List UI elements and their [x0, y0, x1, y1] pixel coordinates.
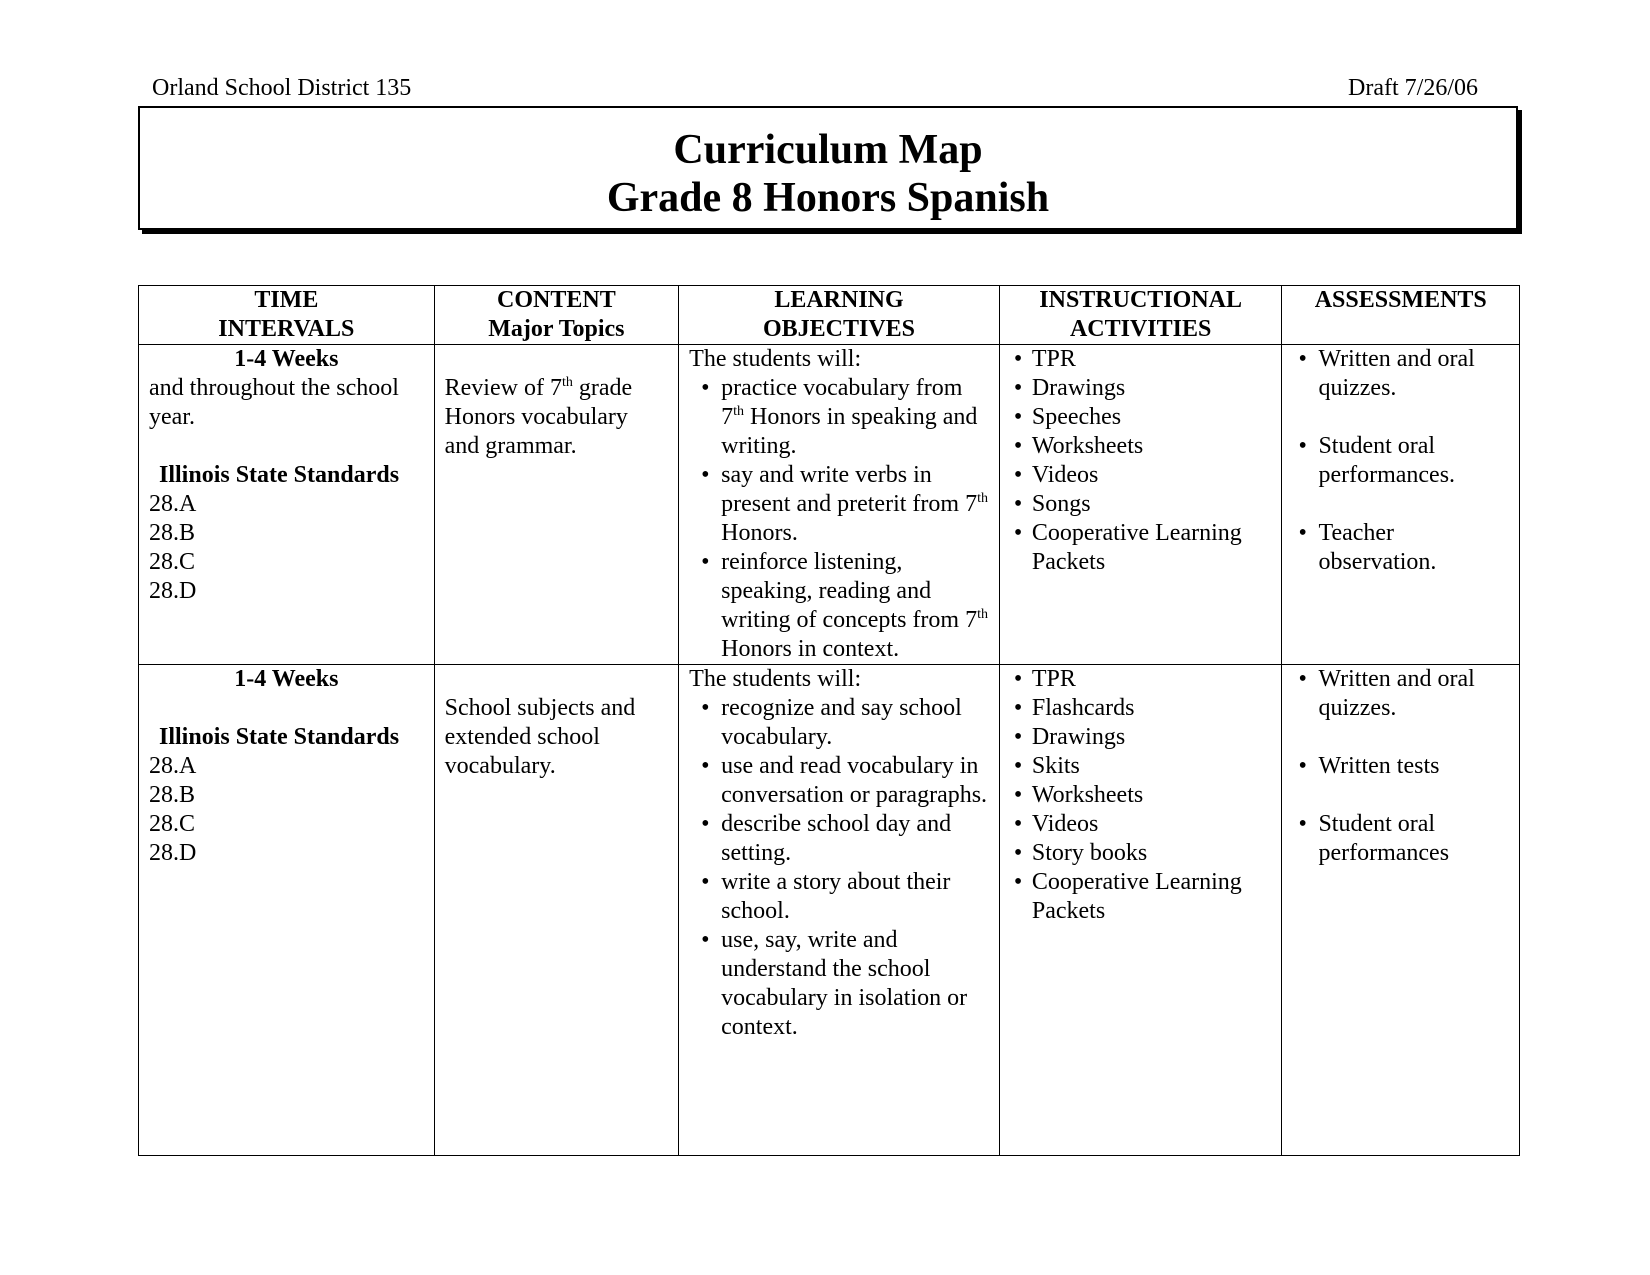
list-item: • Worksheets	[1010, 781, 1272, 810]
weeks-label: 1-4 Weeks	[234, 666, 339, 692]
standard-item: 28.D	[149, 840, 197, 866]
standard-item: 28.D	[149, 578, 197, 604]
list-item: • Cooperative Learning Packets	[1010, 519, 1272, 577]
standard-item: 28.C	[149, 549, 196, 575]
list-item: • use, say, write and understand the school vocabulary in isolation or context.	[689, 926, 989, 1042]
list-item: • Drawings	[1010, 374, 1272, 403]
content-text: Review of 7th grade Honors vocabulary and grammar.	[444, 375, 633, 459]
content-cell	[434, 665, 679, 1156]
header-content-line1: CONTENT	[497, 287, 616, 313]
header-learning-objectives	[679, 286, 1000, 345]
time-note: and throughout the school year.	[149, 375, 399, 430]
objectives-cell	[679, 345, 1000, 665]
list-item: • reinforce listening, speaking, reading and writing of concepts from 7th Honors in context.	[689, 548, 989, 664]
content-text: School subjects and extended school vocabulary.	[444, 695, 636, 779]
standard-item: 28.A	[149, 491, 197, 517]
list-item: • Written and oral quizzes.	[1292, 345, 1509, 403]
header-time-line2: INTERVALS	[218, 316, 355, 342]
title-box	[138, 106, 1518, 230]
list-item: • Drawings	[1010, 723, 1272, 752]
objectives-intro: The students will:	[689, 346, 862, 372]
activities-list	[1010, 665, 1272, 926]
list-item: • TPR	[1010, 665, 1272, 694]
time-interval-cell	[139, 345, 435, 665]
page-title: Curriculum Map	[673, 127, 983, 173]
list-item: • Videos	[1010, 461, 1272, 490]
table-row	[139, 665, 1520, 1156]
header-assessments	[1282, 286, 1520, 345]
weeks-label: 1-4 Weeks	[234, 346, 339, 372]
list-item: • Skits	[1010, 752, 1272, 781]
objectives-list	[689, 374, 989, 664]
list-item: • Videos	[1010, 810, 1272, 839]
objectives-list	[689, 694, 989, 1042]
assessments-list	[1292, 345, 1509, 577]
header-learning-line2: OBJECTIVES	[762, 316, 916, 342]
header-instructional-activities	[999, 286, 1282, 345]
header-time-line1: TIME	[254, 287, 319, 313]
page-subtitle: Grade 8 Honors Spanish	[606, 175, 1050, 221]
list-item: • Teacher observation.	[1292, 519, 1509, 577]
list-item: • Songs	[1010, 490, 1272, 519]
objectives-intro: The students will:	[689, 666, 862, 692]
objectives-cell	[679, 665, 1000, 1156]
header-time-intervals	[139, 286, 435, 345]
header-content-line2: Major Topics	[488, 316, 625, 342]
list-item: • Student oral performances	[1292, 810, 1509, 868]
list-item: • write a story about their school.	[689, 868, 989, 926]
list-item: • Cooperative Learning Packets	[1010, 868, 1272, 926]
assessments-list	[1292, 665, 1509, 868]
list-item: • Speeches	[1010, 403, 1272, 432]
standard-item: 28.A	[149, 753, 197, 779]
list-item: • practice vocabulary from 7th Honors in speaking and writing.	[689, 374, 989, 461]
assessments-cell	[1282, 665, 1520, 1156]
list-item: • TPR	[1010, 345, 1272, 374]
standard-item: 28.C	[149, 811, 196, 837]
content-cell	[434, 345, 679, 665]
header-instructional-line2: ACTIVITIES	[1069, 316, 1212, 342]
header-content	[434, 286, 679, 345]
list-item: • Written tests	[1292, 752, 1509, 781]
curriculum-table	[138, 285, 1520, 1156]
standards-label: Illinois State Standards	[159, 724, 400, 750]
standard-item: 28.B	[149, 782, 196, 808]
activities-cell	[999, 345, 1282, 665]
header-instructional-line1: INSTRUCTIONAL	[1039, 287, 1242, 313]
header-assessments-line1: ASSESSMENTS	[1314, 287, 1487, 313]
list-item: • describe school day and setting.	[689, 810, 989, 868]
list-item: • Flashcards	[1010, 694, 1272, 723]
list-item: • say and write verbs in present and preterit from 7th Honors.	[689, 461, 989, 548]
table-row	[139, 345, 1520, 665]
list-item: • Story books	[1010, 839, 1272, 868]
standard-item: 28.B	[149, 520, 196, 546]
draft-date: Draft 7/26/06	[1348, 75, 1478, 101]
list-item: • use and read vocabulary in conversation or paragraphs.	[689, 752, 989, 810]
district-name: Orland School District 135	[152, 75, 412, 101]
assessments-cell	[1282, 345, 1520, 665]
standards-label: Illinois State Standards	[159, 462, 400, 488]
time-interval-cell	[139, 665, 435, 1156]
list-item: • recognize and say school vocabulary.	[689, 694, 989, 752]
list-item: • Student oral performances.	[1292, 432, 1509, 490]
activities-list	[1010, 345, 1272, 577]
list-item: • Written and oral quizzes.	[1292, 665, 1509, 723]
header-learning-line1: LEARNING	[774, 287, 904, 313]
table-header-row	[139, 286, 1520, 345]
activities-cell	[999, 665, 1282, 1156]
list-item: • Worksheets	[1010, 432, 1272, 461]
